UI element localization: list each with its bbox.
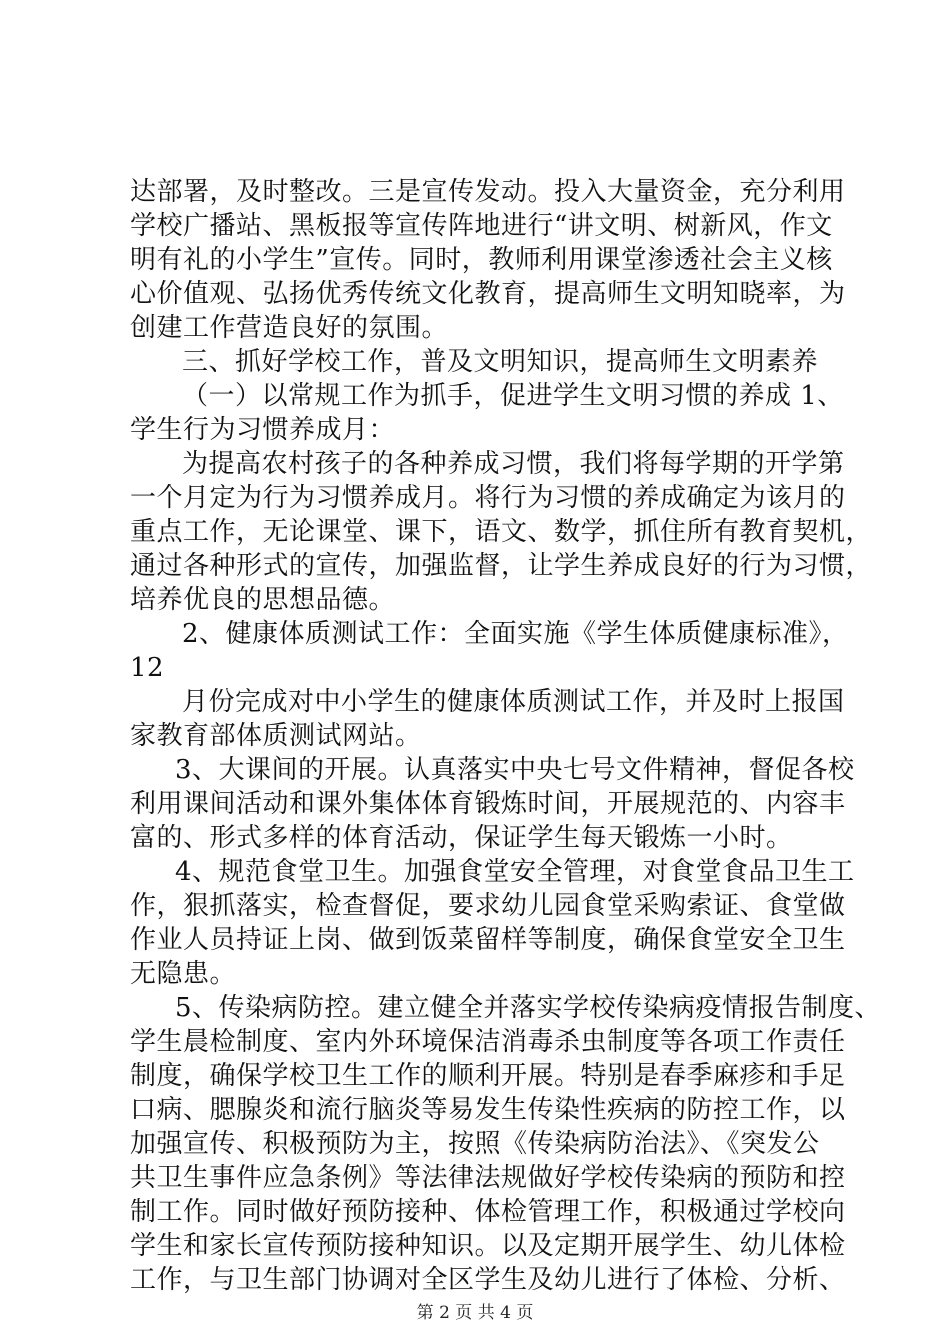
text-line: 制度，确保学校卫生工作的顺利开展。特别是春季麻疹和手足	[130, 1061, 846, 1091]
section-heading: 三、抓好学校工作，普及文明知识，提高师生文明素养	[182, 347, 819, 377]
paragraph-start: 4、规范食堂卫生。加强食堂安全管理，对食堂食品卫生工	[175, 857, 855, 887]
text-line: 加强宣传、积极预防为主，按照《传染病防治法》、《突发公	[130, 1129, 820, 1159]
paragraph-start: 2、健康体质测试工作：全面实施《学生体质健康标准》，	[182, 619, 849, 649]
text-line: 共卫生事件应急条例》等法律法规做好学校传染病的预防和控	[130, 1163, 846, 1193]
text-line: 达部署，及时整改。三是宣传发动。投入大量资金，充分利用	[130, 177, 846, 207]
text-line: 制工作。同时做好预防接种、体检管理工作，积极通过学校向	[130, 1197, 846, 1227]
text-line: 12	[130, 653, 165, 683]
text-line: 作业人员持证上岗、做到饭菜留样等制度，确保食堂安全卫生	[130, 925, 846, 955]
page-footer: 第 2 页 共 4 页	[416, 1303, 534, 1323]
paragraph-start: 5、传染病防控。建立健全并落实学校传染病疫情报告制度、	[175, 993, 882, 1023]
text-line: 口病、腮腺炎和流行脑炎等易发生传染性疾病的防控工作，以	[130, 1095, 846, 1125]
subsection-heading: （一）以常规工作为抓手，促进学生文明习惯的养成 1、	[182, 381, 844, 411]
paragraph-start: 3、大课间的开展。认真落实中央七号文件精神，督促各校	[175, 755, 855, 785]
text-line: 家教育部体质测试网站。	[130, 721, 422, 751]
text-line: 富的、形式多样的体育活动，保证学生每天锻炼一小时。	[130, 823, 793, 853]
text-line: 重点工作，无论课堂、课下，语文、数学，抓住所有教育契机，	[130, 517, 873, 547]
text-line: 作，狠抓落实，检查督促，要求幼儿园食堂采购索证、食堂做	[130, 891, 846, 921]
paragraph-start: 月份完成对中小学生的健康体质测试工作，并及时上报国	[182, 687, 845, 717]
paragraph-start: 为提高农村孩子的各种养成习惯，我们将每学期的开学第	[182, 449, 845, 479]
text-line: 心价值观、弘扬优秀传统文化教育，提高师生文明知晓率，为	[130, 279, 846, 309]
text-line: 一个月定为行为习惯养成月。将行为习惯的养成确定为该月的	[130, 483, 846, 513]
text-line: 利用课间活动和课外集体体育锻炼时间，开展规范的、内容丰	[130, 789, 846, 819]
text-line: 通过各种形式的宣传，加强监督，让学生养成良好的行为习惯，	[130, 551, 873, 581]
text-line: 工作，与卫生部门协调对全区学生及幼儿进行了体检、分析、	[130, 1265, 846, 1295]
text-line: 学生晨检制度、室内外环境保洁消毒杀虫制度等各项工作责任	[130, 1027, 846, 1057]
text-line: 学生和家长宣传预防接种知识。以及定期开展学生、幼儿体检	[130, 1231, 846, 1261]
text-line: 无隐患。	[130, 959, 237, 989]
text-line: 明有礼的小学生”宣传。同时，教师利用课堂渗透社会主义核	[130, 245, 833, 275]
text-line: 学校广播站、黑板报等宣传阵地进行“讲文明、树新风，作文	[130, 211, 833, 241]
text-line: 培养优良的思想品德。	[130, 585, 396, 615]
text-line: 创建工作营造良好的氛围。	[130, 313, 449, 343]
text-line: 学生行为习惯养成月：	[130, 415, 396, 445]
